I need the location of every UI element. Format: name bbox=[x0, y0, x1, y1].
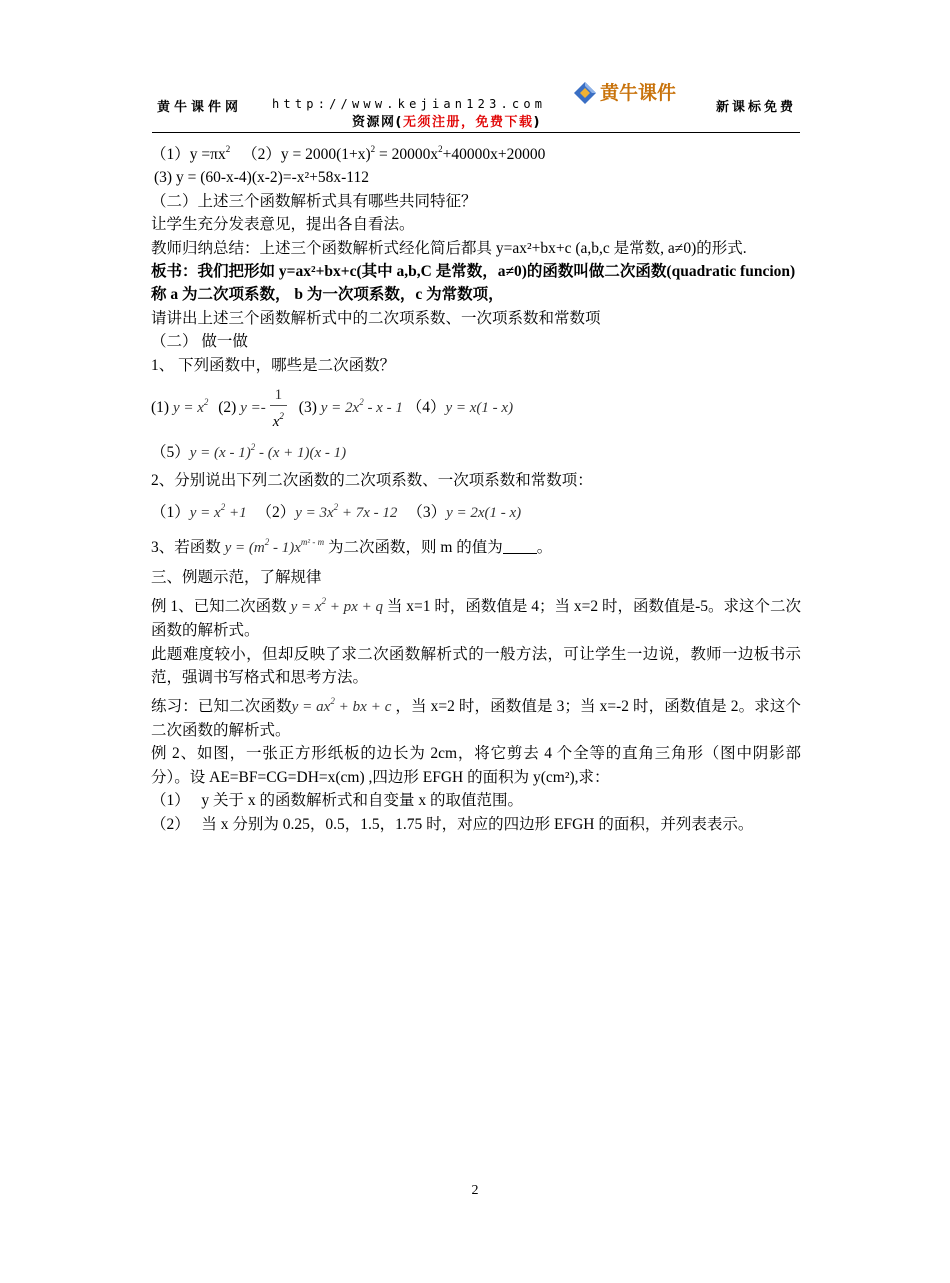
example-2-part-1: （1） y 关于 x 的函数解析式和自变量 x 的取值范围。 bbox=[151, 792, 524, 810]
page-header bbox=[152, 82, 800, 133]
exercise-2-title: 2、分别说出下列二次函数的二次项系数、一次项系数和常数项： bbox=[151, 472, 593, 490]
exercise-1-option-5: （5）y = (x - 1)$^2$ - (x + 1)(x - 1) bbox=[151, 442, 347, 462]
exercise-1-options: (1) $y = x^2$ (2) y =- $\frac{1}{x^2}$ (3) $y = 2x^2 - x - 1$ （4）y = x(1 - x) bbox=[151, 387, 514, 430]
answer-blank[interactable] bbox=[503, 539, 537, 554]
section-example: 三、例题示范，了解规律 bbox=[151, 569, 322, 587]
document-body bbox=[151, 138, 801, 836]
student-discussion: 让学生充分发表意见，提出各自看法。 bbox=[151, 216, 415, 234]
section-do-it: （二） 做一做 bbox=[151, 333, 248, 351]
fraction-one-over-x-squared: $\frac{1}{x^2}$ bbox=[270, 385, 287, 432]
logo-diamond-icon bbox=[570, 76, 604, 110]
definition-coefficients: 称 a 为二次项系数， b 为一次项系数，c 为常数项， bbox=[151, 286, 504, 304]
header-subtitle-red: 无须注册，免费下载 bbox=[402, 115, 534, 130]
example-2: 例 2、如图，一张正方形纸板的边长为 2cm，将它剪去 4 个全等的直角三角形（图中阴影部分）。设 AE=BF=CG=DH=x(cm) ,四边形 EFGH 的面积为 y(cm²),求： bbox=[151, 745, 801, 786]
example-2-part-2: （2） 当 x 分别为 0.25，0.5，1.5，1.75 时，对应的四边形 EFGH 的面积，并列表表示。 bbox=[151, 815, 754, 833]
example-1: 例 1、已知二次函数 $y = x^2$ + px + q 当 x=1 时，函数值是 4；当 x=2 时，函数值是-5。求这个二次函数的解析式。 bbox=[151, 595, 802, 640]
exercise-3: 3、若函数 $y = (m^2 - 1)x^{m^2 - m}$ 为二次函数，则 m 的值为 。 bbox=[151, 537, 553, 557]
equation-line-2: (3) y = (60-x-4)(x-2)=-x²+58x-112 bbox=[154, 169, 369, 187]
coefficients-task: 请讲出上述三个函数解析式中的二次项系数、一次项系数和常数项 bbox=[151, 309, 601, 327]
page-number: 2 bbox=[471, 1183, 479, 1198]
practice: 练习：已知二次函数$y = ax^2$ + bx + c ，当 x=2 时，函数值是 3；当 x=-2 时，函数值是 2。求这个二次函数的解析式。 bbox=[151, 695, 801, 739]
example-1-note: 此题难度较小，但却反映了求二次函数解析式的一般方法，可让学生一边说，教师一边板书示范，强调书写格式和思考方法。 bbox=[151, 645, 801, 687]
header-subtitle: 资源网(无须注册，免费下载) bbox=[352, 115, 541, 130]
logo-text: 黄牛课件 bbox=[600, 82, 677, 104]
teacher-summary: 教师归纳总结：上述三个函数解析式经化简后都具 y=ax²+bx+c (a,b,c 是常数, a≠0)的形式. bbox=[151, 239, 747, 257]
header-url[interactable]: http://www.kejian123.com bbox=[272, 97, 547, 111]
brand-logo bbox=[570, 76, 682, 112]
header-right-text: 新课标免费 bbox=[715, 100, 796, 115]
exercise-2-options: $(1)y = x^2 +1$ $(2)y = 3x^2 + 7x - 12$ （3）y = 2x(1 - x) bbox=[151, 502, 522, 522]
equation-line-1: $(1)y =\pi x^2$ $(2)y = 2000(1+x)^2 = 20000x^2+40000x+20000$ bbox=[151, 144, 546, 163]
exercise-1-title: 1、 下列函数中，哪些是二次函数？ bbox=[151, 356, 396, 374]
definition-blackboard: 板书：我们把形如 y=ax²+bx+c(其中 a,b,C 是常数，a≠0)的函数叫做二次函数(quadratic funcion) bbox=[151, 263, 796, 281]
question-features: （二）上述三个函数解析式具有哪些共同特征？ bbox=[151, 192, 477, 210]
header-site-name: 黄牛课件网 bbox=[157, 100, 243, 115]
